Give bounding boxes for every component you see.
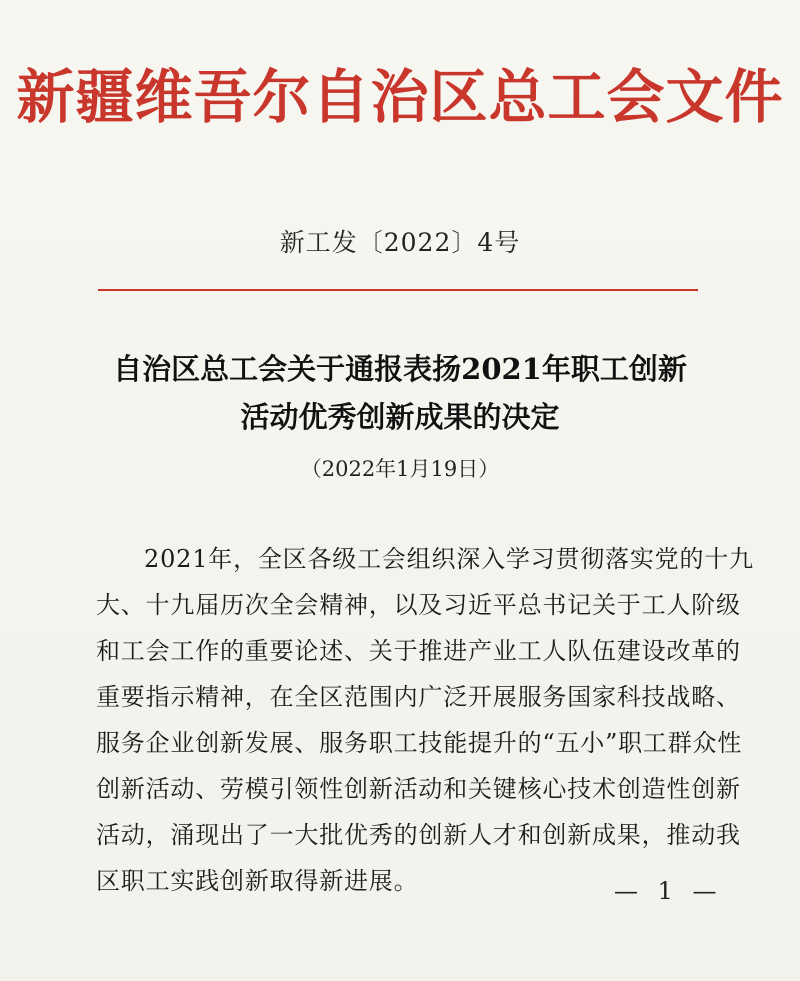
document-main-heading xyxy=(70,345,730,441)
document-body xyxy=(96,536,754,904)
heading-line-2: 活动优秀创新成果的决定 xyxy=(240,400,560,434)
document-date: （2022年1月19日） xyxy=(300,457,500,481)
page-number: — 1 — xyxy=(614,877,723,905)
body-line-8: 区职工实践创新取得新进展。 xyxy=(96,867,419,895)
body-line-7: 活动，涌现出了一大批优秀的创新人才和创新成果，推动我 xyxy=(96,821,741,849)
red-divider-line xyxy=(98,289,698,291)
body-line-2: 大、十九届历次全会精神，以及习近平总书记关于工人阶级 xyxy=(96,591,741,619)
document-header-title: 新疆维吾尔自治区总工会文件 xyxy=(16,63,784,131)
body-line-6: 创新活动、劳模引领性创新活动和关键核心技术创造性创新 xyxy=(96,775,741,803)
body-line-5: 服务企业创新发展、服务职工技能提升的“五小”职工群众性 xyxy=(96,729,743,757)
document-number: 新工发〔2022〕4号 xyxy=(279,228,521,257)
body-line-1: 2021年，全区各级工会组织深入学习贯彻落实党的十九 xyxy=(144,545,754,573)
body-line-4: 重要指示精神，在全区范围内广泛开展服务国家科技战略、 xyxy=(96,683,741,711)
body-line-3: 和工会工作的重要论述、关于推进产业工人队伍建设改革的 xyxy=(96,637,741,665)
heading-line-1: 自治区总工会关于通报表扬2021年职工创新 xyxy=(113,352,687,386)
